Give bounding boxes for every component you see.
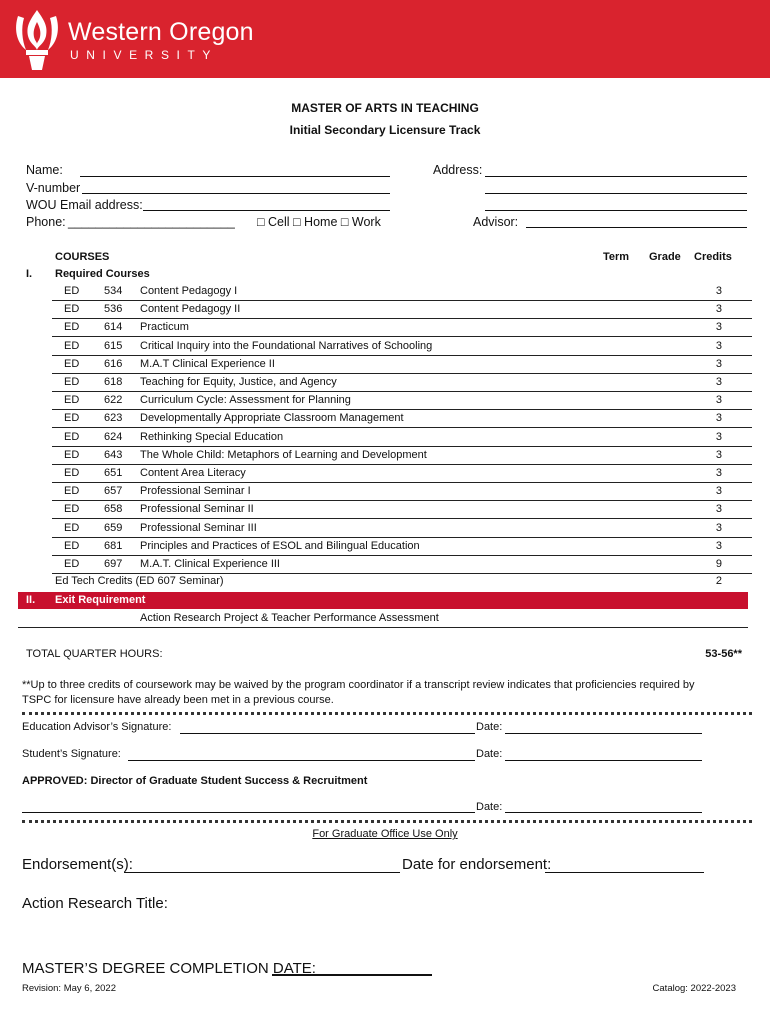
course-subject: ED — [64, 448, 80, 461]
endorsement-field[interactable] — [124, 872, 400, 873]
student-signature-field[interactable] — [128, 760, 475, 761]
advisor-date-label: Date: — [476, 721, 503, 733]
edtech-label: Ed Tech Credits (ED 607 Seminar) — [55, 575, 224, 587]
course-number: 643 — [104, 448, 123, 461]
student-signature-label: Student’s Signature: — [22, 748, 121, 760]
course-number: 623 — [104, 412, 123, 425]
course-title: Rethinking Special Education — [140, 430, 284, 443]
course-subject: ED — [64, 503, 80, 516]
email-label: WOU Email address: — [26, 198, 143, 212]
section-title-required: Required Courses — [55, 268, 150, 280]
credits-header: Credits — [694, 251, 732, 263]
course-subject: ED — [64, 558, 80, 570]
address-field-3[interactable] — [485, 210, 747, 211]
advisor-signature-field[interactable] — [180, 733, 475, 734]
course-row — [0, 392, 770, 410]
research-title-label: Action Research Title: — [22, 895, 168, 912]
dotted-divider — [22, 820, 752, 824]
course-number: 536 — [104, 303, 123, 316]
course-title: Content Pedagogy II — [140, 303, 241, 316]
course-credits: 9 — [715, 558, 722, 570]
course-subject: ED — [64, 430, 80, 443]
course-row — [0, 410, 770, 428]
course-credits: 3 — [715, 485, 722, 498]
course-subject: ED — [64, 521, 80, 534]
completion-date-field[interactable] — [272, 974, 432, 976]
course-row — [0, 374, 770, 392]
director-signature-field[interactable] — [22, 812, 475, 813]
course-row — [0, 447, 770, 465]
address-field-2[interactable] — [485, 193, 747, 194]
course-row — [0, 538, 770, 556]
course-subject: ED — [64, 467, 80, 479]
course-title: Developmentally Appropriate Classroom Management — [140, 412, 404, 425]
advisor-date-field[interactable] — [505, 733, 702, 734]
course-number: 658 — [104, 503, 123, 516]
course-credits: 3 — [715, 430, 722, 443]
section-number-2: II. — [26, 594, 36, 606]
endorsement-date-label: Date for endorsement: — [402, 856, 552, 873]
dotted-divider — [22, 712, 752, 716]
exit-requirement-bar — [18, 592, 748, 609]
office-use-heading — [0, 828, 770, 840]
course-number: 681 — [104, 539, 123, 552]
email-field[interactable] — [143, 210, 390, 211]
course-subject: ED — [64, 339, 80, 352]
document-subtitle: Initial Secondary Licensure Track — [289, 123, 481, 137]
course-credits: 3 — [715, 521, 722, 534]
course-row — [0, 520, 770, 538]
course-number: 659 — [104, 521, 123, 534]
university-header — [0, 0, 770, 78]
course-subject: ED — [64, 285, 80, 297]
course-credits: 3 — [715, 339, 722, 352]
course-title: Principles and Practices of ESOL and Bilingual Education — [140, 539, 420, 552]
advisor-signature-label: Education Advisor’s Signature: — [22, 721, 172, 733]
course-subject: ED — [64, 539, 80, 552]
course-number: 615 — [104, 339, 123, 352]
course-row — [0, 301, 770, 319]
course-title: Practicum — [140, 321, 189, 334]
waiver-note-line1: **Up to three credits of coursework may be waived by the program coordinator if a transcript review indicates that proficiencies required by — [22, 679, 695, 691]
torch-logo-icon — [12, 6, 62, 72]
course-title: M.A.T. Clinical Experience III — [140, 558, 280, 570]
course-number: 534 — [104, 285, 123, 297]
course-title: Professional Seminar I — [140, 485, 251, 498]
course-credits: 3 — [715, 467, 722, 479]
course-credits: 3 — [715, 503, 722, 516]
total-hours-value: 53-56** — [705, 648, 742, 660]
course-subject: ED — [64, 376, 80, 388]
course-number: 651 — [104, 467, 123, 479]
section-number-1: I. — [26, 268, 33, 280]
grade-header: Grade — [649, 251, 681, 263]
course-row — [0, 319, 770, 337]
course-title: M.A.T Clinical Experience II — [140, 357, 275, 370]
course-credits: 3 — [715, 303, 722, 316]
course-subject: ED — [64, 321, 80, 334]
catalog-year: Catalog: 2022-2023 — [652, 983, 736, 994]
course-subject: ED — [64, 394, 80, 407]
phone-type-options[interactable]: □ Cell □ Home □ Work — [257, 215, 381, 229]
advisor-label: Advisor: — [473, 215, 519, 229]
address-field-1[interactable] — [485, 176, 747, 177]
course-subject: ED — [64, 303, 80, 316]
name-field[interactable] — [80, 176, 390, 177]
course-title: Teaching for Equity, Justice, and Agency — [140, 376, 337, 388]
office-use-title: For Graduate Office Use Only — [312, 828, 458, 840]
director-date-label: Date: — [476, 801, 503, 813]
course-number: 618 — [104, 376, 123, 388]
course-number: 622 — [104, 394, 123, 407]
phone-field[interactable]: ________________________ — [68, 215, 235, 229]
course-number: 614 — [104, 321, 123, 334]
phone-label: Phone: — [26, 215, 66, 229]
courses-header: COURSES — [55, 251, 110, 263]
edtech-row — [0, 573, 770, 591]
section-title-exit: Exit Requirement — [55, 594, 146, 606]
vnumber-label: V-number — [26, 181, 81, 195]
course-row — [0, 483, 770, 501]
course-credits: 3 — [715, 394, 722, 407]
course-credits: 3 — [715, 376, 722, 388]
course-credits: 3 — [715, 448, 722, 461]
course-number: 697 — [104, 558, 123, 570]
endorsement-label: Endorsement(s): — [22, 856, 133, 873]
course-row — [0, 338, 770, 356]
endorsement-date-field[interactable] — [545, 872, 704, 873]
advisor-field[interactable] — [526, 227, 747, 228]
course-row — [0, 283, 770, 301]
total-hours-label: TOTAL QUARTER HOURS: — [26, 648, 163, 660]
exit-item-text: Action Research Project & Teacher Performance Assessment — [140, 612, 439, 624]
student-date-label: Date: — [476, 748, 503, 760]
course-subject: ED — [64, 412, 80, 425]
course-title: Professional Seminar II — [140, 503, 254, 516]
student-date-field[interactable] — [505, 760, 702, 761]
row-divider — [18, 627, 748, 628]
vnumber-field[interactable] — [82, 193, 390, 194]
revision-date: Revision: May 6, 2022 — [22, 983, 116, 994]
completion-date-label: MASTER’S DEGREE COMPLETION DATE: — [22, 960, 316, 977]
exit-item-row — [0, 610, 770, 628]
course-row — [0, 556, 770, 574]
university-name: Western Oregon — [68, 18, 254, 46]
course-number: 624 — [104, 430, 123, 443]
university-subtitle: UNIVERSITY — [70, 48, 219, 62]
waiver-note-line2: TSPC for licensure have already been met in a previous course. — [22, 694, 334, 706]
course-credits: 3 — [715, 285, 722, 297]
course-credits: 3 — [715, 412, 722, 425]
course-number: 657 — [104, 485, 123, 498]
course-row — [0, 501, 770, 519]
course-title: Curriculum Cycle: Assessment for Planning — [140, 394, 351, 407]
course-row — [0, 429, 770, 447]
course-title: The Whole Child: Metaphors of Learning and Development — [140, 448, 427, 461]
course-subject: ED — [64, 357, 80, 370]
name-label: Name: — [26, 163, 63, 177]
course-credits: 3 — [715, 321, 722, 334]
term-header: Term — [603, 251, 630, 263]
course-credits: 3 — [715, 539, 722, 552]
edtech-credits: 2 — [715, 575, 722, 587]
director-date-field[interactable] — [505, 812, 702, 813]
course-row — [0, 356, 770, 374]
approved-label: APPROVED: Director of Graduate Student Success & Recruitment — [22, 775, 368, 787]
course-number: 616 — [104, 357, 123, 370]
document-title: MASTER OF ARTS IN TEACHING — [291, 101, 479, 115]
course-credits: 3 — [715, 357, 722, 370]
course-title: Critical Inquiry into the Foundational Narratives of Schooling — [140, 339, 433, 352]
address-label: Address: — [433, 163, 483, 177]
course-title: Professional Seminar III — [140, 521, 257, 534]
course-title: Content Area Literacy — [140, 467, 246, 479]
course-title: Content Pedagogy I — [140, 285, 238, 297]
course-subject: ED — [64, 485, 80, 498]
course-row — [0, 465, 770, 483]
